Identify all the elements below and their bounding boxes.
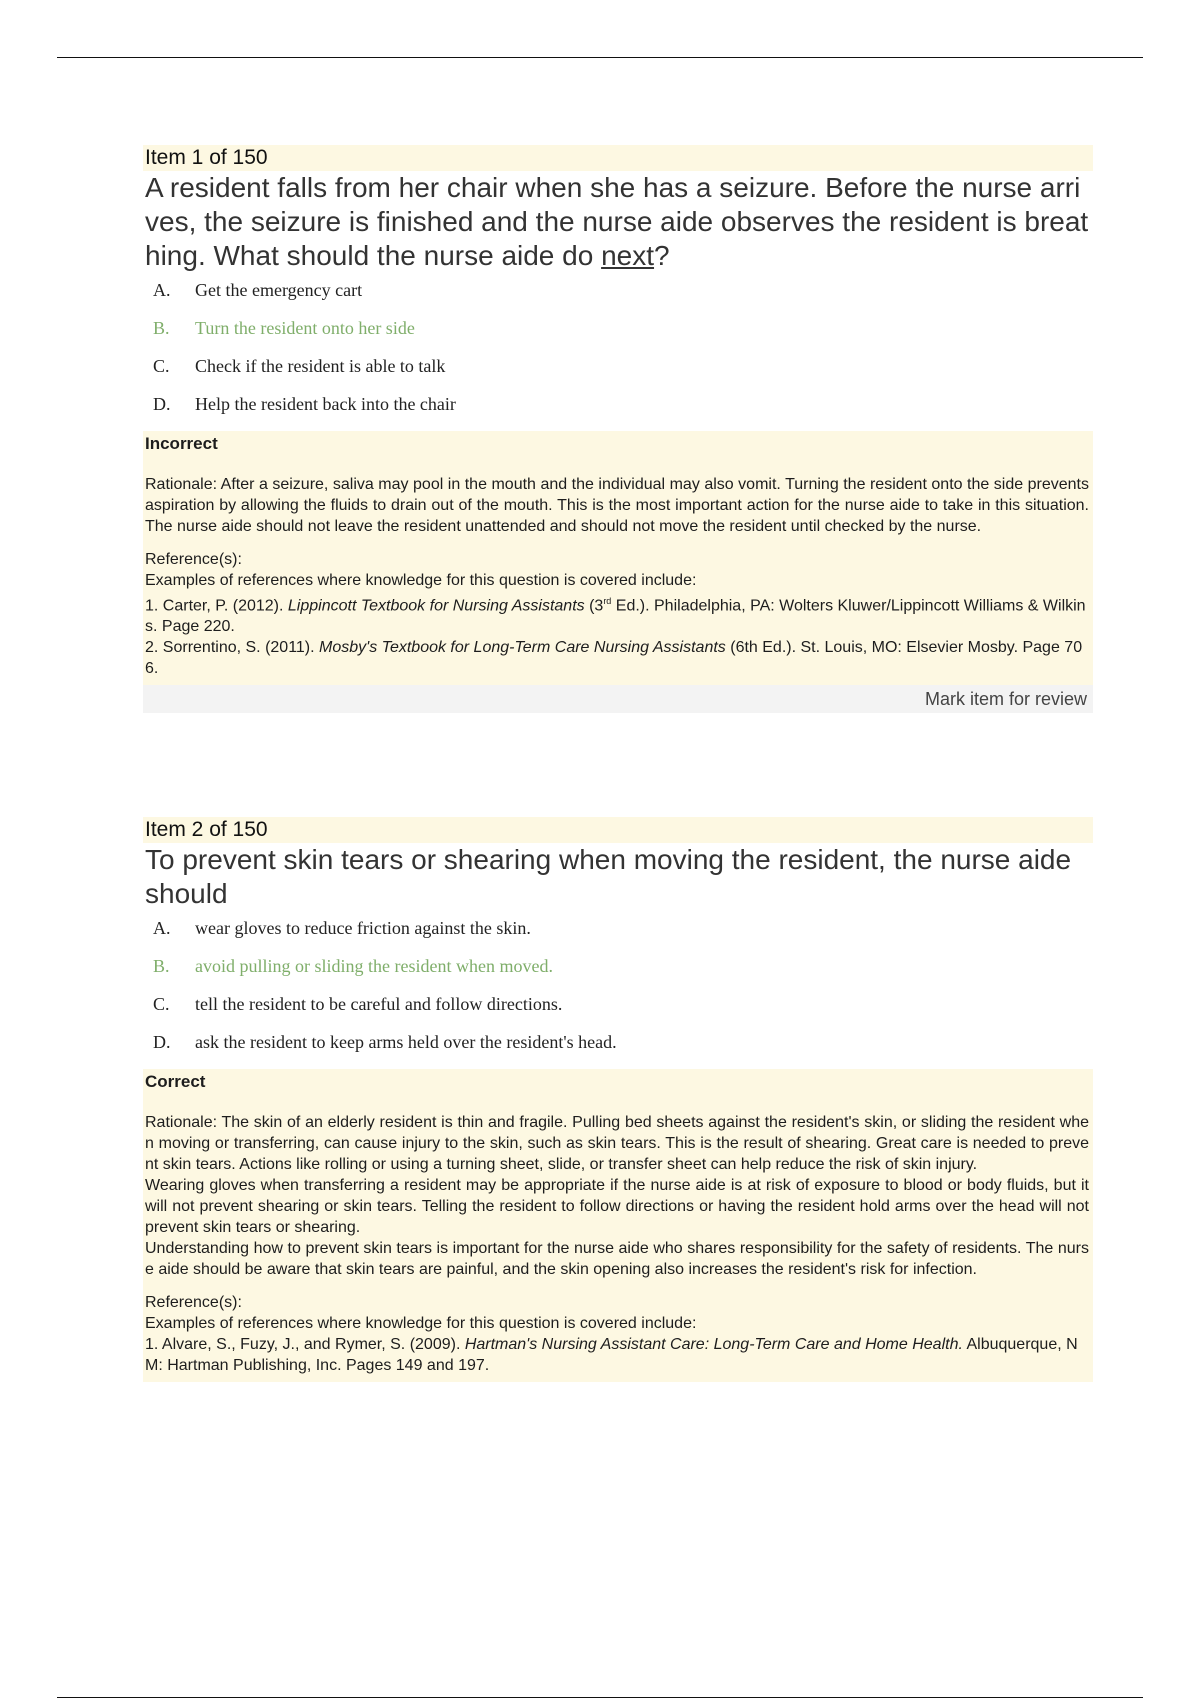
bottom-rule xyxy=(57,1697,1143,1698)
reference-publisher: Ed.). Philadelphia, PA: Wolters Kluwer/Lippincott Williams & Wilkins. Page 220. xyxy=(145,597,1086,636)
reference-title: Mosby's Textbook for Long-Term Care Nursing Assistants xyxy=(319,639,726,657)
option-text: tell the resident to be careful and follow directions. xyxy=(195,994,563,1014)
option-text: Check if the resident is able to talk xyxy=(195,356,446,376)
question-text-end: ? xyxy=(654,240,670,271)
option-text: Help the resident back into the chair xyxy=(195,394,456,414)
result-status: Correct xyxy=(145,1072,206,1091)
result-status: Incorrect xyxy=(145,434,218,453)
option-letter: A. xyxy=(153,280,171,300)
references xyxy=(145,1292,1089,1376)
answer-option-a[interactable] xyxy=(153,913,1093,951)
answer-options xyxy=(143,275,1093,427)
answer-option-a[interactable] xyxy=(153,275,1093,313)
reference-edition-sup: rd xyxy=(603,596,612,606)
reference-title: Hartman's Nursing Assistant Care: Long-Term Care and Home Health. xyxy=(464,1336,963,1353)
references-intro: Examples of references where knowledge for this question is covered include: xyxy=(145,1315,697,1332)
rationale-text: Wearing gloves when transferring a resident may be appropriate if the nurse aide is at risk of exposure to blood or body fluids, but it will not prevent shearing or skin tears. Telling the resident to follow directions or having the resident hold arms over the head will not prevent skin tears or shearing. xyxy=(145,1177,1089,1236)
option-text: wear gloves to reduce friction against the skin. xyxy=(195,918,531,938)
references-intro: Examples of references where knowledge for this question is covered include: xyxy=(145,572,697,589)
mark-for-review-link[interactable]: Mark item for review xyxy=(143,685,1093,713)
reference-title: Lippincott Textbook for Nursing Assistants xyxy=(287,597,585,615)
question-emphasis: next xyxy=(601,240,655,271)
reference-publisher: Albuquerque, NM: Hartman Publishing, Inc. Pages 149 and 197. xyxy=(145,1336,1078,1374)
answer-option-c[interactable] xyxy=(153,989,1093,1027)
references-title: Reference(s): xyxy=(145,1294,242,1311)
rationale-text: Understanding how to prevent skin tears is important for the nurse aide who shares responsibility for the safety of residents. The nurse aide should be aware that skin tears are painful, and the skin opening also increases the resident's risk for infection. xyxy=(145,1240,1089,1278)
reference-1 xyxy=(145,591,1089,637)
answer-option-b[interactable] xyxy=(153,313,1093,351)
question-text xyxy=(143,171,1093,273)
option-letter: B. xyxy=(153,956,170,976)
question-item-1 xyxy=(143,145,1093,713)
option-letter: C. xyxy=(153,994,170,1014)
option-text: Turn the resident onto her side xyxy=(195,318,415,338)
rationale-text: Rationale: After a seizure, saliva may pool in the mouth and the individual may also vomit. Turning the resident onto the side prevents aspiration by allowing the fluids to drain out of the mouth. This is the most important action for the nurse aide to take in this situation. The nurse aide should not leave the resident unattended and should not move the resident until checked by the nurse. xyxy=(145,476,1089,535)
reference-author: 1. Alvare, S., Fuzy, J., and Rymer, S. (2009). xyxy=(145,1336,465,1353)
option-letter: D. xyxy=(153,1032,171,1052)
reference-edition: (3 xyxy=(584,597,604,615)
option-text: ask the resident to keep arms held over the resident's head. xyxy=(195,1032,617,1052)
option-letter: B. xyxy=(153,318,170,338)
answer-option-b[interactable] xyxy=(153,951,1093,989)
feedback-panel xyxy=(143,1069,1093,1382)
option-text: avoid pulling or sliding the resident when moved. xyxy=(195,956,553,976)
option-letter: D. xyxy=(153,394,171,414)
rationale-text: Rationale: The skin of an elderly resident is thin and fragile. Pulling bed sheets against the resident's skin, or sliding the resident when moving or transferring, can cause injury to the skin, such as skin tears. This is the result of shearing. Great care is needed to prevent skin tears. Actions like rolling or using a turning sheet, slide, or transfer sheet can help reduce the risk of skin injury. xyxy=(145,1114,1089,1173)
reference-publisher: (6th Ed.). St. Louis, MO: Elsevier Mosby. Page 706. xyxy=(145,639,1083,678)
answer-options xyxy=(143,913,1093,1065)
question-item-2 xyxy=(143,817,1093,1382)
reference-author: 2. Sorrentino, S. (2011). xyxy=(145,639,320,657)
item-header: Item 1 of 150 xyxy=(143,145,1093,171)
feedback-panel xyxy=(143,431,1093,685)
top-rule xyxy=(57,57,1143,58)
reference-1 xyxy=(145,1334,1089,1376)
answer-option-d[interactable] xyxy=(153,389,1093,427)
references xyxy=(145,549,1089,679)
option-letter: C. xyxy=(153,356,170,376)
references-title: Reference(s): xyxy=(145,551,242,568)
question-text: To prevent skin tears or shearing when moving the resident, the nurse aide should xyxy=(145,844,1072,909)
item-header: Item 2 of 150 xyxy=(143,817,1093,843)
reference-author: 1. Carter, P. (2012). xyxy=(145,597,288,615)
option-letter: A. xyxy=(153,918,171,938)
question-text-part: A resident falls from her chair when she has a seizure. Before the nurse arrives, the seizure is finished and the nurse aide observes the resident is breathing. What should the nurse aide do xyxy=(145,172,1089,271)
option-text: Get the emergency cart xyxy=(195,280,363,300)
answer-option-c[interactable] xyxy=(153,351,1093,389)
answer-option-d[interactable] xyxy=(153,1027,1093,1065)
reference-2 xyxy=(145,637,1089,679)
